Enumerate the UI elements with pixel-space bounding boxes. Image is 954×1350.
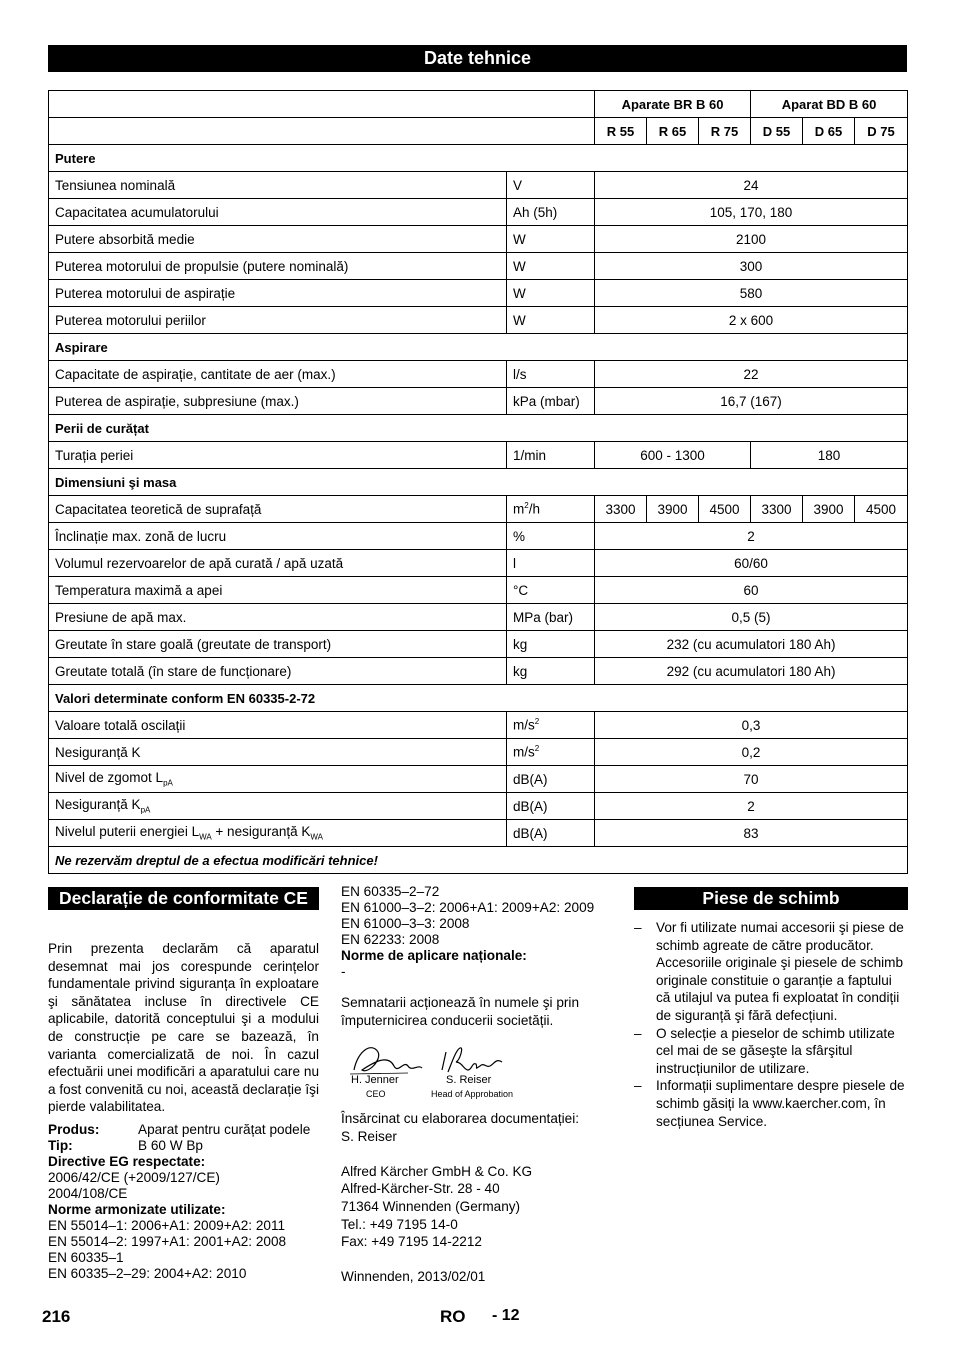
section-title: Dimensiuni şi masa	[49, 469, 908, 496]
norm-item: EN 60335–2–72	[341, 884, 440, 899]
row-label: Nivelul puterii energiei $L_{WA}$ + nesiguranță $K_{WA}$	[49, 820, 507, 847]
section-title: Perii de curățat	[49, 415, 908, 442]
row-unit: V	[507, 172, 595, 199]
row-label: Nesiguranță $K_{pA}$	[49, 793, 507, 820]
model-header: D 65	[803, 118, 855, 145]
address-line: Fax: +49 7195 14-2212	[341, 1234, 482, 1250]
row-value: 2 x 600	[595, 307, 908, 334]
type-value: B 60 W Bp	[138, 1137, 203, 1153]
label-subscript: pA	[163, 778, 173, 788]
product-value: Aparat pentru curățat podele	[138, 1121, 311, 1137]
row-value: 600 - 1300	[595, 442, 751, 469]
row-unit: %	[507, 523, 595, 550]
row-unit: $m/s^2$	[507, 712, 595, 739]
table-row	[49, 793, 908, 820]
page-number: 216	[42, 1307, 71, 1326]
group-header: Aparat BD B 60	[751, 91, 908, 118]
row-unit: MPa (bar)	[507, 604, 595, 631]
row-value: 580	[595, 280, 908, 307]
unit-superscript: 2	[524, 501, 529, 511]
row-label: Nivel de zgomot $L_{pA}$	[49, 766, 507, 793]
model-header: R 75	[699, 118, 751, 145]
list-item: – Informații suplimentare despre piesele de schimb găsiți la www.kaercher.com, în secțiunea Service.	[634, 1077, 908, 1130]
row-label: Volumul rezervoarelor de apă curată / apă uzată	[49, 550, 507, 577]
table-row	[49, 523, 908, 550]
table-row	[49, 388, 908, 415]
row-value: 83	[595, 820, 908, 847]
declaration-column	[48, 940, 319, 1282]
norm-item: EN 60335–2–29: 2004+A2: 2010	[48, 1265, 247, 1281]
section-row	[49, 415, 908, 442]
norm-item: EN 55014–1: 2006+A1: 2009+A2: 2011	[48, 1217, 286, 1233]
unit-superscript: 2	[534, 744, 540, 754]
signatories-text: Semnatarii acționează în numele şi prin împuternicirea conducerii societății.	[341, 995, 580, 1028]
row-unit: W	[507, 307, 595, 334]
list-item: – O selecție a pieselor de schimb utilizate cel mai de se găseşte la sfârşitul instrucțiunilor de utilizare.	[634, 1025, 908, 1078]
row-value: 2	[595, 793, 908, 820]
table-row	[49, 577, 908, 604]
technical-data-table	[48, 90, 908, 874]
section-row	[49, 334, 908, 361]
model-header: R 65	[647, 118, 699, 145]
row-unit: 1/min	[507, 442, 595, 469]
row-value: 0,5 (5)	[595, 604, 908, 631]
group-header: Aparate BR B 60	[595, 91, 751, 118]
section-title: Aspirare	[49, 334, 908, 361]
list-item: – Vor fi utilizate numai accesorii şi piese de schimb agreate de către producător. Accesoriile originale şi piesele de schimb originale constituie o garanție a faptului că utilajul va putea fi exploatat în condiții de siguranță şi fără defecțiuni.	[634, 919, 908, 1025]
row-label: Capacitate de aspirație, cantitate de aer (max.)	[49, 361, 507, 388]
row-value: 24	[595, 172, 908, 199]
address-line: 71364 Winnenden (Germany)	[341, 1198, 521, 1214]
row-value: 16,7 (167)	[595, 388, 908, 415]
unit-superscript: 2	[534, 717, 540, 727]
directive-item: 2006/42/CE (+2009/127/CE)	[48, 1169, 220, 1185]
directive-item: 2004/108/CE	[48, 1185, 128, 1201]
row-value: 2	[595, 523, 908, 550]
table-row	[49, 442, 908, 469]
language-code: RO	[440, 1307, 466, 1326]
declaration-column-2	[341, 884, 616, 1029]
row-label: Înclinație max. zonă de lucru	[49, 523, 507, 550]
section-row	[49, 685, 908, 712]
row-label: Presiune de apă max.	[49, 604, 507, 631]
label-subscript: pA	[140, 805, 151, 815]
spare-parts-list-wrap	[634, 919, 908, 1130]
documentation-block	[341, 1110, 621, 1286]
page-title: Date tehnice	[48, 45, 907, 72]
signer2-role: Head of Approbation	[431, 1089, 514, 1099]
signer1-role: CEO	[366, 1089, 386, 1099]
row-value: 60/60	[595, 550, 908, 577]
table-row	[49, 820, 908, 847]
table-row	[49, 550, 908, 577]
label-subscript: WA	[199, 832, 212, 842]
norm-item: EN 62233: 2008	[341, 932, 440, 947]
signer1-name: H. Jenner	[351, 1074, 399, 1086]
table-row	[49, 604, 908, 631]
row-value: 3300	[751, 496, 803, 523]
norm-item: EN 61000–3–2: 2006+A1: 2009+A2: 2009	[341, 900, 595, 915]
documentation-name: S. Reiser	[341, 1128, 397, 1144]
norm-item: EN 61000–3–3: 2008	[341, 916, 470, 931]
label-subscript: WA	[310, 832, 323, 842]
section-row	[49, 145, 908, 172]
table-row	[49, 280, 908, 307]
row-label: Turația periei	[49, 442, 507, 469]
row-value: 292 (cu acumulatori 180 Ah)	[595, 658, 908, 685]
row-unit: W	[507, 280, 595, 307]
header-row-models	[49, 118, 908, 145]
row-label: Temperatura maximă a apei	[49, 577, 507, 604]
model-header: D 75	[855, 118, 908, 145]
table-row	[49, 712, 908, 739]
table-row	[49, 658, 908, 685]
row-unit: kg	[507, 631, 595, 658]
row-value: 0,2	[595, 739, 908, 766]
row-unit: W	[507, 253, 595, 280]
table-row	[49, 766, 908, 793]
note-row	[49, 847, 908, 874]
norm-item: EN 55014–2: 1997+A1: 2001+A2: 2008	[48, 1233, 287, 1249]
address-line: Alfred Kärcher GmbH & Co. KG	[341, 1163, 533, 1179]
row-label: Puterea motorului de aspirație	[49, 280, 507, 307]
signer2-name: S. Reiser	[446, 1074, 492, 1086]
table-row	[49, 361, 908, 388]
header-spacer	[49, 91, 595, 118]
row-label: Valoare totală oscilații	[49, 712, 507, 739]
row-unit: $m/s^2$	[507, 739, 595, 766]
national-norms-value: -	[341, 964, 346, 979]
table-row	[49, 631, 908, 658]
table-row	[49, 172, 908, 199]
header-spacer	[49, 118, 595, 145]
row-unit: °C	[507, 577, 595, 604]
model-header: R 55	[595, 118, 647, 145]
row-label: Puterea motorului periilor	[49, 307, 507, 334]
header-row-groups	[49, 91, 908, 118]
row-value: 0,3	[595, 712, 908, 739]
declaration-heading: Declarație de conformitate CE	[48, 887, 319, 910]
model-header: D 55	[751, 118, 803, 145]
row-value: 60	[595, 577, 908, 604]
row-unit: W	[507, 226, 595, 253]
norm-item: EN 60335–1	[48, 1249, 124, 1265]
national-norms-label: Norme de aplicare naționale:	[341, 948, 527, 963]
row-label: Greutate în stare goală (greutate de transport)	[49, 631, 507, 658]
table-row	[49, 739, 908, 766]
spare-parts-list	[634, 919, 908, 1130]
row-label: Puterea de aspirație, subpresiune (max.)	[49, 388, 507, 415]
row-label: Putere absorbită medie	[49, 226, 507, 253]
row-value: 232 (cu acumulatori 180 Ah)	[595, 631, 908, 658]
row-value: 4500	[855, 496, 908, 523]
address-line: Tel.: +49 7195 14-0	[341, 1216, 458, 1232]
type-row: Tip: B 60 W Bp	[48, 1137, 203, 1153]
product-row: Produs: Aparat pentru curățat podele	[48, 1121, 311, 1137]
directives-label: Directive EG respectate:	[48, 1153, 206, 1169]
table-row	[49, 307, 908, 334]
table-note: Ne rezervăm dreptul de a efectua modificări tehnice!	[49, 847, 908, 874]
row-value: 3900	[803, 496, 855, 523]
table-row	[49, 199, 908, 226]
section-title: Putere	[49, 145, 908, 172]
row-value: 22	[595, 361, 908, 388]
row-unit: dB(A)	[507, 793, 595, 820]
place-date: Winnenden, 2013/02/01	[341, 1269, 486, 1285]
row-unit: kg	[507, 658, 595, 685]
table-row	[49, 496, 908, 523]
row-value: 105, 170, 180	[595, 199, 908, 226]
section-page: - 12	[492, 1307, 520, 1324]
row-value: 70	[595, 766, 908, 793]
row-value: 180	[751, 442, 908, 469]
row-value: 4500	[699, 496, 751, 523]
row-unit: l/s	[507, 361, 595, 388]
declaration-intro: Prin prezenta declarăm că aparatul desemnat mai jos corespunde cerințelor fundamentale privind siguranța în exploatare şi sănătatea incluse în directivele CE aplicabile, datorită conceptului şi a modului de construcție pe care se bazează, în varianta comercializată de noi. În cazul efectuării unei modificări a aparatului care nu a fost convenită cu noi, această declarație îşi pierde valabilitatea.	[48, 941, 319, 1115]
address-line: Alfred-Kärcher-Str. 28 - 40	[341, 1181, 500, 1197]
row-value: 3300	[595, 496, 647, 523]
row-label: Greutate totală (în stare de funcționare)	[49, 658, 507, 685]
section-title: Valori determinate conform EN 60335-2-72	[49, 685, 908, 712]
row-value: 300	[595, 253, 908, 280]
row-value: 2100	[595, 226, 908, 253]
row-unit: dB(A)	[507, 766, 595, 793]
spare-parts-heading: Piese de schimb	[634, 887, 908, 910]
row-label: Capacitatea acumulatorului	[49, 199, 507, 226]
table-row	[49, 253, 908, 280]
row-unit: Ah (5h)	[507, 199, 595, 226]
norms-label: Norme armonizate utilizate:	[48, 1201, 226, 1217]
row-unit: dB(A)	[507, 820, 595, 847]
row-value: 3900	[647, 496, 699, 523]
row-label: Nesiguranță K	[49, 739, 507, 766]
row-unit: $m^2/h$	[507, 496, 595, 523]
row-label: Tensiunea nominală	[49, 172, 507, 199]
signature-reiser	[438, 1042, 510, 1078]
row-unit: l	[507, 550, 595, 577]
documentation-label: Însărcinat cu elaborarea documentației:	[341, 1111, 580, 1126]
row-unit: kPa (mbar)	[507, 388, 595, 415]
row-label: Puterea motorului de propulsie (putere nominală)	[49, 253, 507, 280]
table-row	[49, 226, 908, 253]
row-label: Capacitatea teoretică de suprafață	[49, 496, 507, 523]
section-row	[49, 469, 908, 496]
